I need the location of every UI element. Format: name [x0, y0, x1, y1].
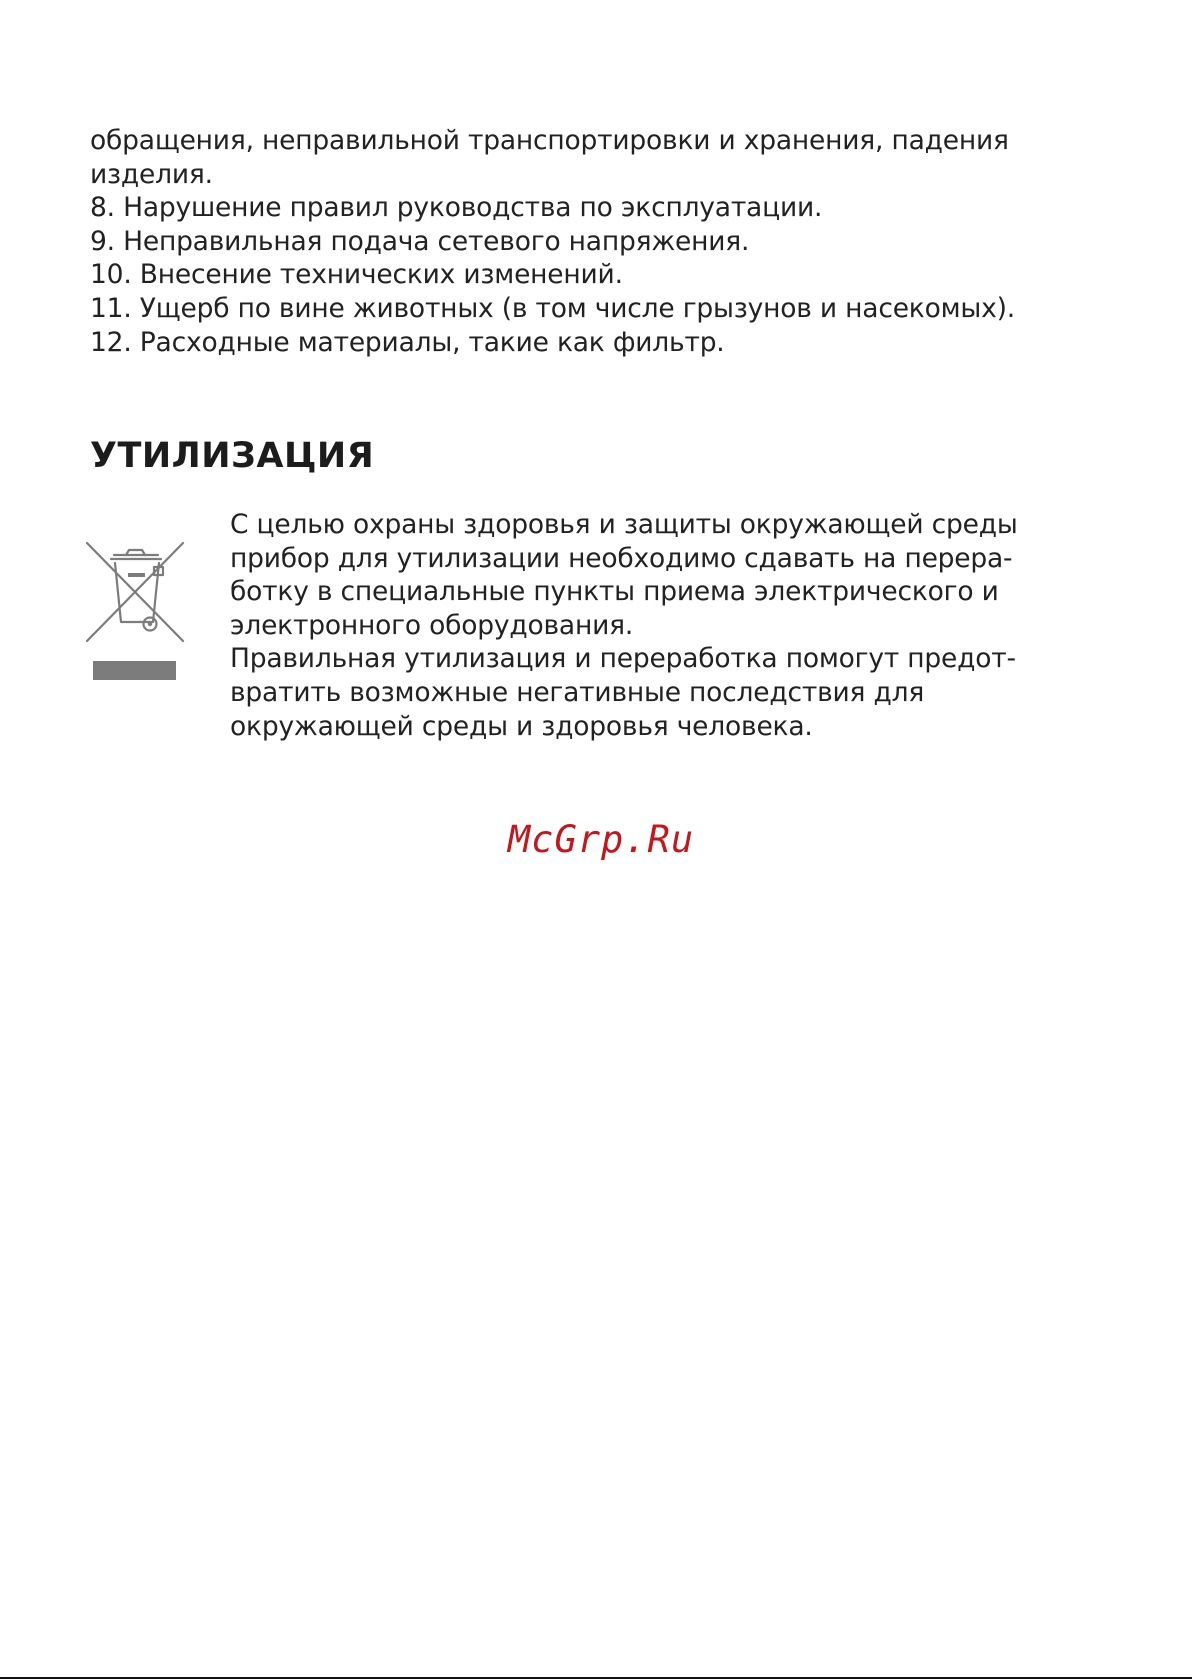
paragraph-line: Правильная утилизация и переработка помогут предот- [230, 643, 1016, 675]
crossed-out-wheelie-bin-icon [84, 540, 186, 644]
paragraph-line: С целью охраны здоровья и защиты окружающей среды [230, 509, 1018, 540]
list-line: изделия. [90, 158, 213, 190]
list-line: обращения, неправильной транспортировки и хранения, падения [90, 125, 1009, 156]
list-item: 12. Расходные материалы, такие как фильтр. [90, 326, 725, 358]
bin-symbol-bar [93, 661, 176, 680]
list-item: 8. Нарушение правил руководства по эксплуатации. [90, 192, 823, 224]
disposal-heading: УТИЛИЗАЦИЯ [90, 436, 375, 476]
paragraph-line: ботку в специальные пункты приема электрического и [230, 576, 999, 608]
paragraph-line: электронного оборудования. [230, 609, 634, 641]
paragraph-line: вратить возможные негативные последствия для [230, 676, 925, 708]
list-item: 10. Внесение технических изменений. [90, 259, 623, 291]
paragraph-line: прибор для утилизации необходимо сдавать на перера- [230, 542, 1013, 574]
disposal-paragraph [230, 508, 1110, 743]
warranty-exclusions-list [90, 124, 1110, 359]
list-item: 11. Ущерб по вине животных (в том числе грызунов и насекомых). [90, 292, 1015, 324]
paragraph-line: окружающей среды и здоровья человека. [230, 710, 813, 742]
watermark-text: McGrp.Ru [507, 818, 695, 861]
list-item: 9. Неправильная подача сетевого напряжения. [90, 225, 750, 257]
